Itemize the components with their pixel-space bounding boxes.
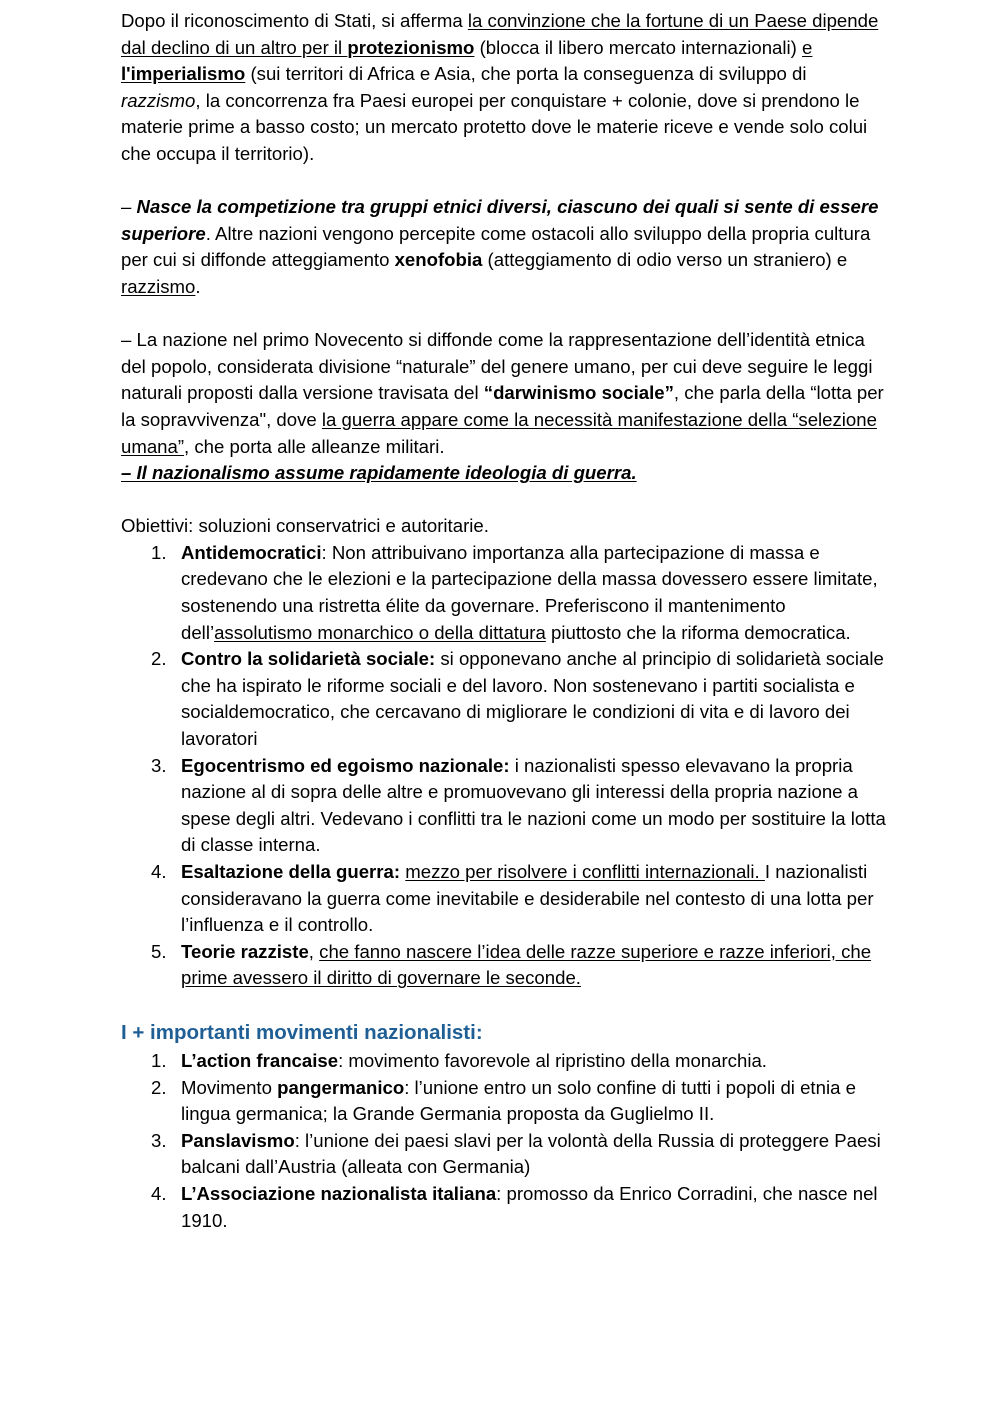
text-run: piuttosto che la riforma democratica. [545, 621, 851, 643]
movements-list [121, 1048, 891, 1234]
underlined-text: che fanno nascere l’idea delle razze superiore e razze inferiori, che prime avessero il diritto di governare le seconde. [181, 940, 872, 989]
text-run: – La nazione nel primo Novecento si diffonde come la rappresentazione dell’identità etnica del popolo, considerata divisione “naturale” del genere umano, per cui deve seguire le leggi naturali proposti dalla versione travisata del [121, 329, 873, 404]
item-title: Panslavismo [181, 1129, 295, 1151]
text-run: : Non attribuivano importanza alla partecipazione di massa e credevano che le elezioni e la partecipazione della massa dovessero essere limitate, sostenendo una ristretta élite da governare. Preferiscono il mantenimento dell’ [181, 541, 878, 643]
underlined-text: mezzo per risolvere i conflitti internazionali. [405, 861, 765, 882]
list-number: 4. [151, 861, 167, 882]
list-number: 1. [151, 1049, 167, 1071]
list-number: 3. [151, 1129, 167, 1151]
text-run: . [195, 275, 201, 297]
list-number: 3. [151, 754, 167, 776]
text-run: , che parla della “lotta per la sopravvivenza", dove [121, 382, 884, 430]
text-run: : movimento favorevole al ripristino della monarchia. [338, 1049, 767, 1071]
list-item [121, 753, 891, 859]
list-item [121, 1075, 891, 1128]
list-number: 4. [151, 1182, 167, 1204]
item-title: pangermanico [277, 1076, 405, 1098]
paragraph-protectionism [121, 8, 891, 168]
list-number: 5. [151, 940, 167, 962]
text-run: (atteggiamento di odio verso un straniero) e [482, 249, 848, 271]
text-run: – [121, 196, 137, 218]
text-run: Movimento [181, 1076, 278, 1098]
text-run: si opponevano anche al principio di solidarietà sociale che ha ispirato le riforme sociali e del lavoro. Non sostenevano i partiti socialista e socialdemocratico, che cercavano di migliorare le condizioni di vita e di lavoro dei lavoratori [181, 648, 884, 750]
paragraph-spacer [121, 301, 891, 328]
text-run: . Altre nazioni vengono percepite come ostacoli allo sviluppo della propria cultura per cui si diffonde atteggiamento [121, 222, 871, 271]
paragraph-ethnic-competition [121, 194, 891, 300]
text-run: (blocca il libero mercato internazionali) [474, 36, 803, 58]
term-razzismo: razzismo [121, 275, 196, 297]
list-item [121, 1128, 891, 1181]
item-title: L’Associazione nazionalista italiana [181, 1182, 497, 1204]
underlined-text: assolutismo monarchico o della dittatura [214, 621, 546, 643]
text-run: , che porta alle alleanze militari. [184, 435, 445, 457]
item-title: L’action francaise [181, 1049, 339, 1071]
list-item [121, 939, 891, 992]
objectives-list [121, 540, 891, 992]
text-run: , [308, 940, 320, 962]
term-darwinismo-sociale: “darwinismo sociale” [483, 382, 674, 404]
list-item [121, 540, 891, 646]
item-title: Esaltazione della guerra: [181, 861, 401, 882]
paragraph-spacer [121, 168, 891, 195]
section-heading-movements: I + importanti movimenti nazionalisti: [121, 1020, 483, 1044]
italic-term-razzismo: razzismo [121, 89, 196, 111]
underlined-text: la guerra appare come la necessità manifestazione della “selezione umana” [121, 408, 877, 457]
text-run: : l’unione dei paesi slavi per la volontà della Russia di proteggere Paesi balcani dall’Austria (alleata con Germania) [181, 1129, 881, 1178]
item-title: Teorie razziste [181, 940, 309, 962]
term-protezionismo: protezionismo [347, 36, 475, 58]
list-item [121, 859, 891, 939]
text-run: , la concorrenza fra Paesi europei per conquistare + colonie, dove si prendono le materie prime a basso costo; un mercato protetto dove le materie riceve e vende solo colui che occupa il territorio). [121, 89, 868, 164]
text-run: Dopo il riconoscimento di Stati, si afferma [121, 10, 468, 31]
list-number: 2. [151, 648, 167, 670]
list-item [121, 1048, 891, 1075]
list-number: 1. [151, 541, 167, 563]
paragraph-nation-identity [121, 327, 891, 460]
text-run: i nazionalisti spesso elevavano la propria nazione al di sopra delle altre e promuovevano gli interessi della propria nazione a spese degli altri. Vedevano i conflitti tra le nazioni come un modo per sostituire la lotta di classe interna. [181, 754, 886, 856]
text-run: : promosso da Enrico Corradini, che nasce nel 1910. [181, 1182, 878, 1231]
item-title: Egocentrismo ed egoismo nazionale: [181, 754, 510, 776]
underlined-text: la convinzione che la fortune di un Paese dipende dal declino di un altro per il [121, 10, 879, 58]
document-page [121, 8, 891, 1234]
term-imperialismo: l'imperialismo [121, 63, 246, 85]
paragraph-spacer [121, 487, 891, 514]
list-item [121, 1181, 891, 1234]
bold-italic-statement: Nasce la competizione tra gruppi etnici diversi, ciascuno dei quali si sente di essere superiore [121, 196, 879, 244]
list-item [121, 646, 891, 752]
text-run: (sui territori di Africa e Asia, che porta la conseguenza di sviluppo di [245, 63, 807, 85]
objectives-intro: Obiettivi: soluzioni conservatrici e autoritarie. [121, 515, 489, 537]
item-title: Contro la solidarietà sociale: [181, 648, 436, 670]
term-xenofobia: xenofobia [394, 249, 483, 271]
underlined-text: e [802, 36, 813, 58]
war-ideology-statement: – Il nazionalismo assume rapidamente ideologia di guerra. [121, 462, 637, 484]
text-run: I nazionalisti consideravano la guerra come inevitabile e desiderabile nel contesto di una lotta per l’influenza e il controllo. [181, 861, 874, 936]
item-title: Antidemocratici [181, 541, 322, 563]
list-number: 2. [151, 1076, 167, 1098]
text-run: : l’unione entro un solo confine di tutti i popoli di etnia e lingua germanica; la Grande Germania proposta da Guglielmo II. [181, 1076, 856, 1125]
